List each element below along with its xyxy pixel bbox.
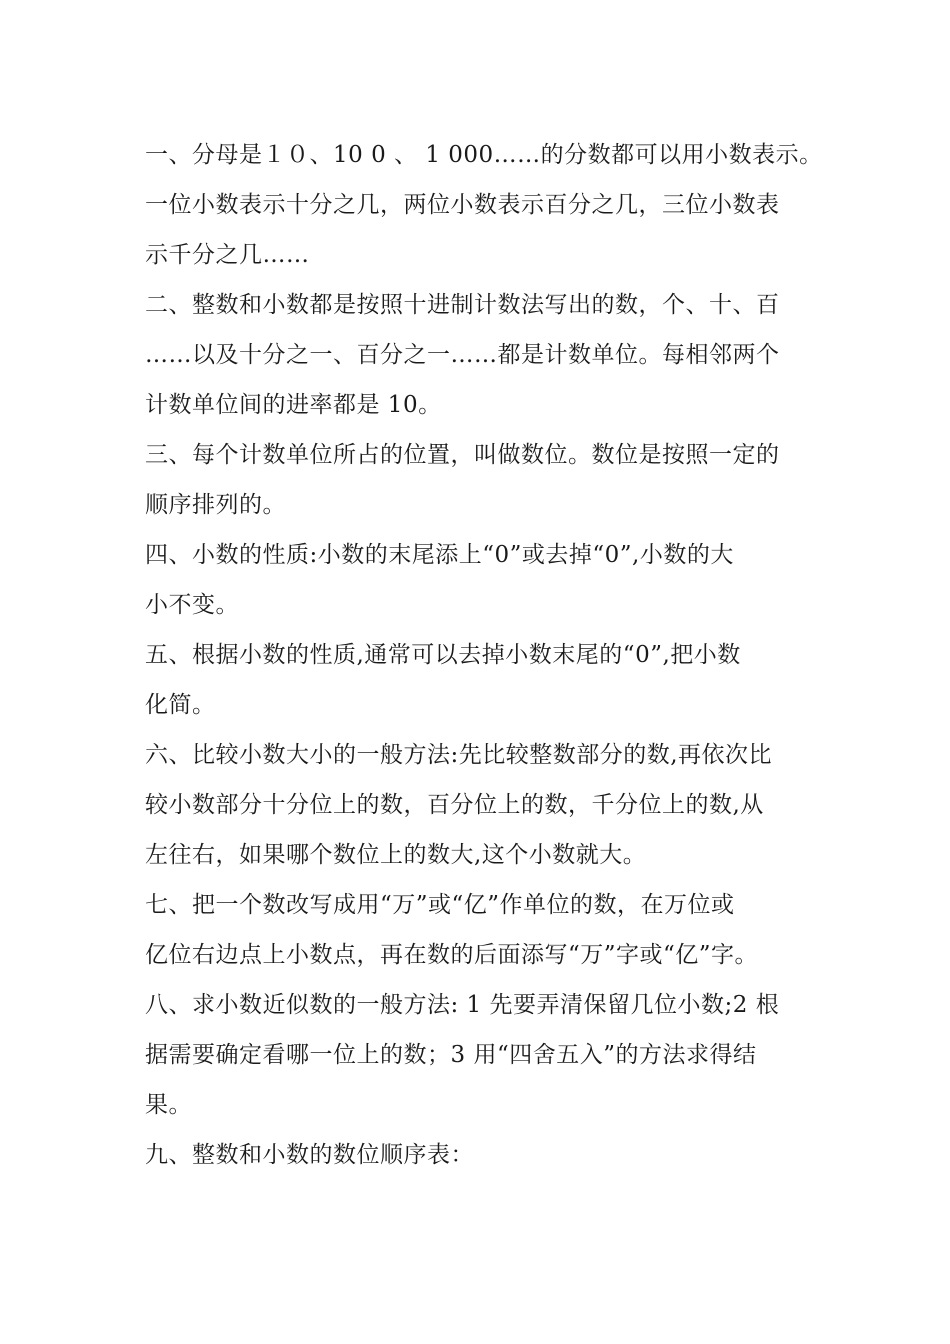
text-line: 据需要确定看哪一位上的数；3 用“四舍五入”的方法求得结 (145, 1042, 757, 1068)
text-line: 一位小数表示十分之几，两位小数表示百分之几，三位小数表 (145, 192, 780, 218)
text-line: 一、分母是１０、10 0 、 1 000……的分数都可以用小数表示。 (145, 142, 823, 168)
text-line: 左往右，如果哪个数位上的数大,这个小数就大。 (145, 842, 647, 868)
text-line: 化简。 (145, 692, 216, 718)
text-line: ……以及十分之一、百分之一……都是计数单位。每相邻两个 (145, 342, 780, 368)
text-line: 亿位右边点上小数点，再在数的后面添写“万”字或“亿”字。 (145, 942, 759, 968)
text-line: 较小数部分十分位上的数，百分位上的数，千分位上的数,从 (145, 792, 764, 818)
text-line: 七、把一个数改写成用“万”或“亿”作单位的数，在万位或 (145, 892, 735, 918)
text-line: 三、每个计数单位所占的位置，叫做数位。数位是按照一定的 (145, 442, 780, 468)
text-line: 示千分之几…… (145, 242, 310, 268)
text-line: 八、求小数近似数的一般方法: 1 先要弄清保留几位小数;2 根 (145, 992, 780, 1018)
text-line: 四、小数的性质:小数的末尾添上“0”或去掉“0”,小数的大 (145, 542, 734, 568)
text-line: 六、比较小数大小的一般方法:先比较整数部分的数,再依次比 (145, 742, 773, 768)
text-line: 五、根据小数的性质,通常可以去掉小数末尾的“0”,把小数 (145, 642, 741, 668)
text-line: 顺序排列的。 (145, 492, 286, 518)
text-line: 二、整数和小数都是按照十进制计数法写出的数，个、十、百 (145, 292, 780, 318)
text-line: 计数单位间的进率都是 10。 (145, 392, 442, 418)
document-body (145, 130, 825, 1180)
text-line: 果。 (145, 1092, 192, 1118)
text-line: 小不变。 (145, 592, 239, 618)
text-line: 九、整数和小数的数位顺序表： (145, 1142, 474, 1168)
